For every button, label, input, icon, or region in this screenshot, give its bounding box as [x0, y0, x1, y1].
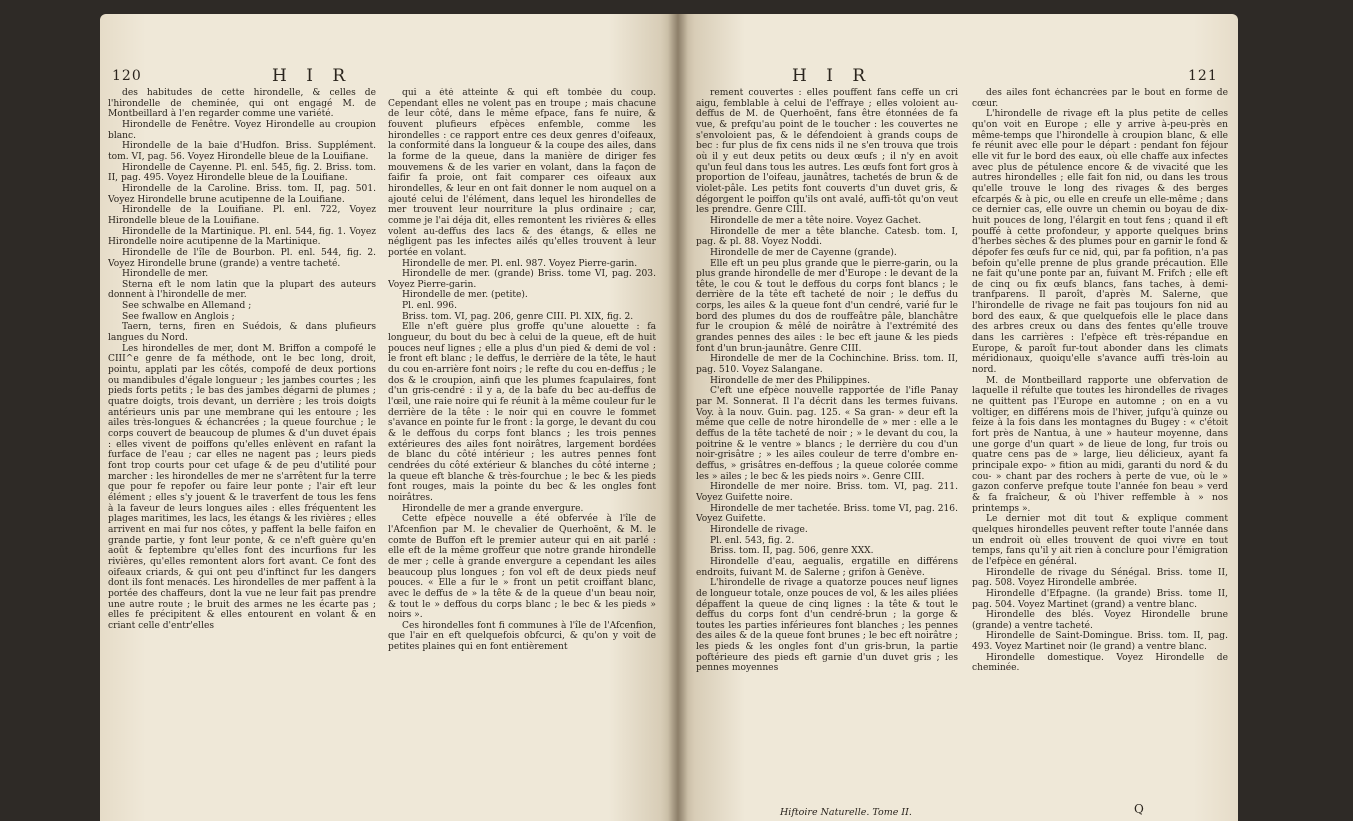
paragraph: Hirondelle domestique. Voyez Hirondelle de cheminée.	[972, 652, 1228, 674]
paragraph: Hirondelle de l'île de Bourbon. Pl. enl. 544, fig. 2. Voyez Hirondelle brune (grande) a ventre tacheté.	[108, 247, 376, 269]
paragraph: C'eft une efpèce nouvelle rapportée de l'ifle Panay par M. Sonnerat. Il l'a décrit dans les termes fuivans. Voy. à la nouv. Guin. pag. 125. « Sa gran- » deur eft la même que celle de notre hirondelle de » mer : elle a le deffus de la tête tacheté de noir ; » le devant du cou, la poitrine & le ventre » blancs ; le derrière du cou d'un noir-grisâtre ; » les ailes couleur de terre d'ombre en-deffus, » grisâtres en-deffous ; la queue colorée comme les » ailes ; le bec & les pieds noirs ». Genre CIII.	[696, 386, 958, 482]
paragraph: Hirondelle de la Martinique. Pl. enl. 544, fig. 1. Voyez Hirondelle noire acutipenne de la Martinique.	[108, 226, 376, 248]
paragraph: Briss. tom. II, pag. 506, genre XXX.	[710, 546, 874, 557]
paragraph: Hirondelle de mer de Cayenne (grande).	[710, 247, 897, 258]
left-page-number: 120	[112, 68, 142, 84]
signature-mark: Q	[1134, 802, 1144, 816]
paragraph: Taern, terns, firen en Suédois, & dans plufieurs langues du Nord.	[108, 322, 376, 344]
paragraph: Hirondelle de mer.	[122, 269, 209, 280]
paragraph: rement couvertes : elles pouffent fans ceffe un cri aigu, femblable à celui de l'effraye ; elles voloient au-deffus de M. de Querhoënt, fans être étonnées de fa vue, & prefqu'au point de le toucher : les couvertes ne s'envoloient pas, & le défendoient à grands coups de bec : fur plus de fix cens nids il ne s'en trouva que trois où il y eut deux petits ou deux œufs ; il n'y en avoit qu'un feul dans tous les autres. Les œufs font fort gros à proportion de l'oifeau, jaunâtres, tachetés de brun & de violet-pâle. Les petits font couverts d'un duvet gris, & dégorgent le poiffon qu'ils ont avalé, auffi-tôt qu'on veut les prendre. Genre CIII.	[696, 88, 958, 216]
paragraph: Hirondelle de mer de la Cochinchine. Briss. tom. II, pag. 510. Voyez Salangane.	[696, 354, 958, 376]
paragraph: Hirondelle de rivage.	[710, 524, 808, 535]
paragraph: Hirondelle de la Louifiane. Pl. enl. 722, Voyez Hirondelle bleue de la Louifiane.	[108, 205, 376, 226]
paragraph: Elle n'eft guère plus groffe qu'une alouette : fa longueur, du bout du bec à celui de la queue, eft de huit pouces neuf lignes ; elle a plus d'un pied & demi de vol : le front eft blanc ; le deffus, le derrière de la tête, le haut du cou en-arrière font noirs ; le refte du cou en-deffus ; le dos & le croupion, ainfi que les plumes fcapulaires, font d'un gris-cendré : il y a, de la bafe du bec au-deffus de l'œil, une raie noire qui fe réunit à la même couleur fur le derrière de la tête : le noir qui en couvre le fommet s'avance en pointe fur le front : la gorge, le devant du cou & le deffous du corps font blancs ; les trois pennes extérieures des ailes font noirâtres, largement bordées de blanc du côté intérieur ; les autres pennes font cendrées du côté extérieur & blanches du côté interne ; la queue eft blanche & très-fourchue ; le bec & les pieds font rouges, mais la pointe du bec & les ongles font noirâtres.	[388, 322, 656, 503]
paragraph: Elle eft un peu plus grande que le pierre-garin, ou la plus grande hirondelle de mer d'Europe : le devant de la tête, le cou & tout le deffous du corps font blancs ; le derrière de la tête eft tacheté de noir ; le deffus du corps, les ailes & la queue font d'un cendré, varié fur le bord des plumes du dos de rouffeâtre pâle, blanchâtre fur le croupion & mêlé de noirâtre à l'extrémité des grandes pennes des ailes : le bec eft jaune & les pieds font d'un brun-jaunâtre. Genre CIII.	[696, 258, 958, 354]
right-head-title: H I R	[792, 66, 873, 86]
right-column-1	[696, 88, 958, 808]
paragraph: Hirondelle de la Caroline. Briss. tom. II, pag. 501. Voyez Hirondelle brune acutipenne de la Louifiane.	[108, 183, 376, 205]
left-head-title: H I R	[272, 66, 353, 86]
paragraph: Hirondelle de Saint-Domingue. Briss. tom. II, pag. 493. Voyez Martinet noir (le grand) a ventre blanc.	[972, 631, 1228, 653]
book-gutter	[668, 14, 688, 821]
paragraph: Pl. enl. 996.	[402, 301, 457, 312]
left-page	[100, 14, 678, 821]
left-running-head	[100, 66, 678, 86]
paragraph: qui a été atteinte & qui eft tombée du coup. Cependant elles ne volent pas en troupe ; mais chacune de leur côté, dans le même efpace, fans fe nuire, & fouvent plufieurs efpèces enfemble, comme les hirondelles : ce rapport entre ces deux genres d'oifeaux, la conformité dans la longueur & la coupe des ailes, dans la forme de la queue, dans la manière de diriger fes mouvemens & de les varier en volant, dans la façon de faifir fa proie, ont fait comparer ces oifeaux aux hirondelles, & leur en ont fait donner le nom auquel on a ajouté celui de l'élément, dans lequel les hirondelles de mer trouvent leur nourriture la plus ordinaire ; car, comme je l'ai déja dit, elles remontent les rivières & elles volent au-deffus des lacs & des étangs, & elles ne négligent pas les infectes ailés qu'elles trouvent à leur portée en volant.	[388, 88, 656, 258]
paragraph: Hirondelle de la baie d'Hudfon. Briss. Supplément. tom. VI, pag. 56. Voyez Hirondelle bleue de la Louifiane.	[108, 141, 376, 162]
left-column-2	[388, 88, 656, 818]
paragraph: Hirondelle de mer des Philippines.	[710, 375, 870, 386]
paragraph: L'hirondelle de rivage eft la plus petite de celles qu'on voit en Europe ; elle y arrive à-peu-près en même-temps que l'hirondelle à croupion blanc, & elle fe réunit avec elle pour le départ : pendant fon féjour elle vit fur le bord des eaux, où elle chaffe aux infectes avec plus de pétulence encore & de vivacité que les autres hirondelles ; elle fait fon nid, ou dans les trous qu'elle trouve le long des rivages & des berges efcarpés & à pic, ou elle en creufe un elle-même ; dans ce dernier cas, elle ouvre un chemin ou boyau de dix-huit pouces de long, l'élargit en tout fens ; quand il eft pouffé à cette profondeur, y apporte quelques brins d'herbes sèches & des plumes pour en garnir le fond & dépofer fes œufs fur ce nid, qui, par fa pofition, n'a pas befoin qu'elle prenne de plus grande précaution. Elle ne fait qu'une ponte par an, fuivant M. Frifch ; elle eft de cinq ou fix œufs blancs, fans taches, à demi-tranfparens. Il paroît, d'après M. Salerne, que l'hirondelle de rivage ne fait pas toujours fon nid au bord des eaux, & que quelquefois elle le place dans des arbres creux ou dans des fentes qu'elle trouve dans les carrières : l'efpèce eft très-répandue en Europe, & paroît fur-tout abonder dans les climats méridionaux, quoiqu'elle s'avance auffi très-loin au nord.	[972, 109, 1228, 376]
right-page	[678, 14, 1238, 821]
paragraph: See fwallow en Anglois ;	[122, 311, 235, 322]
paragraph: Hirondelle des blés. Voyez Hirondelle brune (grande) a ventre tacheté.	[972, 610, 1228, 631]
paragraph: Hirondelle de Fenêtre. Voyez Hirondelle au croupion blanc.	[108, 119, 376, 141]
paragraph: Sterna eft le nom latin que la plupart des auteurs donnent à l'hirondelle de mer.	[108, 279, 376, 301]
paragraph: Hirondelle d'eau, aegualis, ergatille en différens endroits, fuivant M. de Salerne ; grifon à Genève.	[696, 556, 958, 578]
page-footer: Hiftoire Naturelle. Tome II.	[780, 807, 912, 818]
paragraph: Les hirondelles de mer, dont M. Briffon a compofé le CIII^e genre de fa méthode, ont le bec long, droit, pointu, applati par les côtés, compofé de deux portions ou mandibules d'égale longueur ; les jambes courtes ; les pieds forts petits ; le bas des jambes dégarni de plumes ; quatre doigts, trois devant, un derrière ; les trois doigts antérieurs unis par une membrane qui les entoure ; les ailes très-longues & échancrées ; la queue fourchue ; le corps couvert de beaucoup de plumes & d'un duvet épais : elles vivent de poiffons qu'elles enlèvent en rafant la furface de l'eau ; car elles ne nagent pas ; leurs pieds font trop courts pour cet ufage & de peu d'utilité pour marcher : les hirondelles de mer ne s'arrêtent fur la terre que pour fe repofer ou faire leur ponte ; l'air eft leur élément ; elles s'y jouent & le traverfent de tous les fens à la faveur de leurs longues ailes : elles fréquentent les plages maritimes, les lacs, les étangs & les rivières ; elles arrivent en mai fur nos côtes, y paffent la belle faifon en grande partie, y font leur ponte, & ce n'eft guère qu'en août & feptembre qu'elles font des incurfions fur les rivières, qu'elles remontent alors fort avant. Ce font des oifeaux criards, & qui ont peu d'inftinct fur les dangers dont ils font menacés. Les hirondelles de mer paffent à la portée des chaffeurs, dont la vue ne leur fait pas prendre une autre route ; le bruit des armes ne les écarte pas ; elles fe précipitent & elles entourent en volant & en criant celle d'entr'elles	[108, 343, 376, 631]
paragraph: L'hirondelle de rivage a quatorze pouces neuf lignes de longueur totale, onze pouces de vol, & les ailes pliées dépaffent la queue de cinq lignes : la tête & tout le deffus du corps font d'un cendré-brun ; la gorge & toutes les parties inférieures font blanches ; les pennes des ailes & de la queue font brunes ; le bec eft noirâtre ; les pieds & les ongles font d'un gris-brun, la partie poftérieure des pieds eft garnie d'un duvet gris ; les pennes moyennes	[696, 578, 958, 674]
paragraph: Hirondelle de mer tachetée. Briss. tome VI, pag. 216. Voyez Guifette.	[696, 503, 958, 525]
paragraph: Pl. enl. 543, fig. 2.	[710, 535, 795, 546]
paragraph: M. de Montbeillard rapporte une obfervation de laquelle il réfulte que toutes les hirondelles de rivages ne quittent pas l'Europe en automne ; on en a vu voltiger, en différens mois de l'hiver, jufqu'à quinze ou feize à la fois dans les montagnes du Bugey : « c'étoit fort près de Nantua, à une » hauteur moyenne, dans une gorge d'un quart » de lieue de long, fur trois ou quatre cens pas de » large, lieu délicieux, ayant fa principale expo- » fition au midi, garanti du nord & du cou- » chant par des rochers à perte de vue, où le » gazon conferve prefque toute l'année fon beau » verd & fa fraîcheur, & où l'hiver reffemble à » nos printemps ».	[972, 375, 1228, 514]
right-running-head	[678, 66, 1238, 86]
right-page-number: 121	[1188, 68, 1218, 84]
paragraph: Le dernier mot dit tout & explique comment quelques hirondelles peuvent refter toute l'année dans un endroit où elles trouvent de quoi vivre en tout temps, fans qu'il y ait rien à conclure pour l'émigration de l'efpèce en général.	[972, 514, 1228, 567]
paragraph: Hirondelle de mer. (grande) Briss. tome VI, pag. 203. Voyez Pierre-garin.	[388, 269, 656, 290]
right-column-2	[972, 88, 1228, 798]
paragraph: Hirondelle de mer. Pl. enl. 987. Voyez Pierre-garin.	[402, 258, 638, 269]
paragraph: Hirondelle de mer a tête noire. Voyez Gachet.	[710, 215, 922, 226]
left-column-1	[108, 88, 376, 818]
paragraph: Cette efpèce nouvelle a été obfervée à l'île de l'Afcenfion par M. le chevalier de Querhoënt, & M. le comte de Buffon eft le premier auteur qui en ait parlé : elle eft de la même groffeur que notre grande hirondelle de mer ; celle à grande envergure a cependant les ailes beaucoup plus longues ; fon vol eft de deux pieds neuf pouces. « Elle a fur le » front un petit croiffant blanc, avec le deffus de » la tête & de la queue d'un beau noir, & tout le » deffous du corps blanc ; le bec & les pieds » noirs ».	[388, 514, 656, 621]
paragraph: Hirondelle d'Efpagne. (la grande) Briss. tome II, pag. 504. Voyez Martinet (grand) a ventre blanc.	[972, 588, 1228, 610]
paragraph: Hirondelle de Cayenne. Pl. enl. 545, fig. 2. Briss. tom. II, pag. 495. Voyez Hirondelle bleue de la Louifiane.	[108, 162, 376, 184]
paragraph: See schwalbe en Allemand ;	[122, 301, 252, 312]
paragraph: Ces hirondelles font fi communes à l'île de l'Afcenfion, que l'air en eft quelquefois obfcurci, & qu'on y voit de petites plaines qui en font entièrement	[388, 620, 656, 653]
paragraph: des ailes font échancrées par le bout en forme de cœur.	[972, 88, 1228, 109]
paragraph: des habitudes de cette hirondelle, & celles de l'hirondelle de cheminée, qui ont engagé M. de Montbeillard à l'en regarder comme une variété.	[108, 88, 376, 120]
paragraph: Hirondelle de mer. (petite).	[402, 290, 528, 301]
paragraph: Hirondelle de mer a tête blanche. Catesb. tom. I, pag. & pl. 88. Voyez Noddi.	[696, 226, 958, 248]
paragraph: Hirondelle de rivage du Sénégal. Briss. tome II, pag. 508. Voyez Hirondelle ambrée.	[972, 567, 1228, 589]
paragraph: Briss. tom. VI, pag. 206, genre CIII. Pl. XIX, fig. 2.	[402, 311, 634, 322]
paragraph: Hirondelle de mer a grande envergure.	[402, 503, 584, 514]
paragraph: Hirondelle de mer noire. Briss. tom. VI, pag. 211. Voyez Guifette noire.	[696, 482, 958, 503]
